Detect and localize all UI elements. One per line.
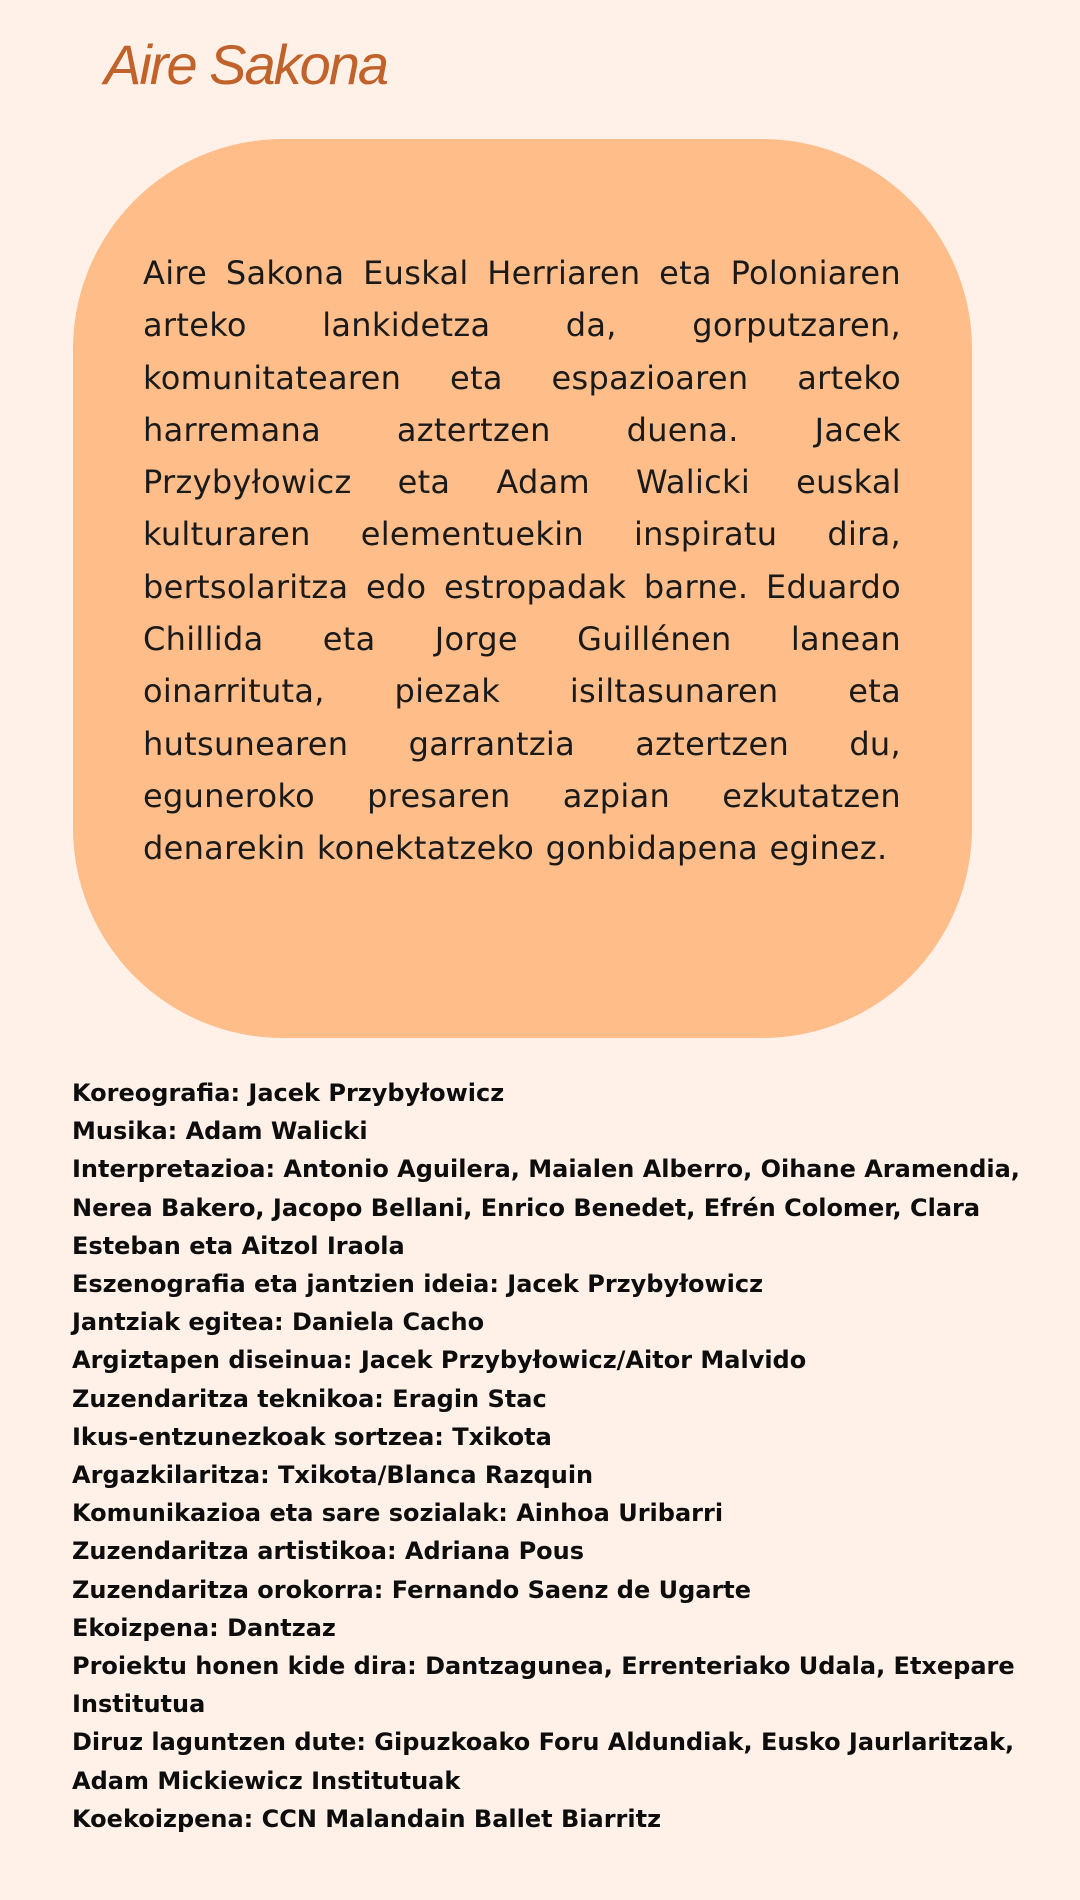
credit-performers: Interpretazioa: Antonio Aguilera, Maialen Alberro, Oihane Aramendia, Nerea Bakero, Jacopo Bellani, Enrico Benedet, Efrén Colomer, Clara Esteban eta Aitzol Iraola (72, 1155, 1020, 1260)
description-text: Aire Sakona Euskal Herriaren eta Poloniaren arteko lankidetza da, gorputzaren, komunitatearen eta espazioaren arteko harremana aztertzen duena. Jacek Przybyłowicz eta Adam Walicki euskal kulturaren elementuekin inspiratu dira, bertsolaritza edo estropadak barne. Eduardo Chillida eta Jorge Guillénen lanean oinarrituta, piezak isiltasunaren eta hutsunearen garrantzia aztertzen du, eguneroko presaren azpian ezkutatzen denarekin konektatzeko gonbidapena eginez. (143, 254, 901, 868)
credit-audiovisuals: Ikus-entzunezkoak sortzea: Txikota (72, 1422, 552, 1451)
credit-general-direction: Zuzendaritza orokorra: Fernando Saenz de Ugarte (72, 1575, 752, 1604)
credit-music: Musika: Adam Walicki (72, 1117, 368, 1146)
credit-lighting-design: Argiztapen diseinua: Jacek Przybyłowicz/Aitor Malvido (72, 1346, 807, 1375)
credit-coproduction: Koekoizpena: CCN Malandain Ballet Biarritz (72, 1804, 662, 1833)
description-card (73, 139, 972, 1038)
credit-communication: Komunikazioa eta sare sozialak: Ainhoa Uribarri (72, 1499, 724, 1528)
credit-funders: Diruz laguntzen dute: Gipuzkoako Foru Aldundiak, Eusko Jaurlaritzak, Adam Mickiewicz Institutuak (72, 1728, 1015, 1795)
page-title: Aire Sakona (104, 33, 388, 96)
credit-costume-making: Jantziak egitea: Daniela Cacho (72, 1308, 485, 1337)
credit-project-members: Proiektu honen kide dira: Dantzagunea, Errenteriako Udala, Etxepare Institutua (72, 1652, 1015, 1719)
credit-production: Ekoizpena: Dantzaz (72, 1613, 336, 1642)
credit-choreography: Koreografia: Jacek Przybyłowicz (72, 1079, 505, 1107)
credit-technical-direction: Zuzendaritza teknikoa: Eragin Stac (72, 1384, 547, 1413)
credit-artistic-direction: Zuzendaritza artistikoa: Adriana Pous (72, 1537, 585, 1566)
credits-list (72, 1074, 1022, 1838)
credit-photography: Argazkilaritza: Txikota/Blanca Razquin (72, 1461, 594, 1490)
credit-set-costume-idea: Eszenografia eta jantzien ideia: Jacek Przybyłowicz (72, 1270, 764, 1299)
